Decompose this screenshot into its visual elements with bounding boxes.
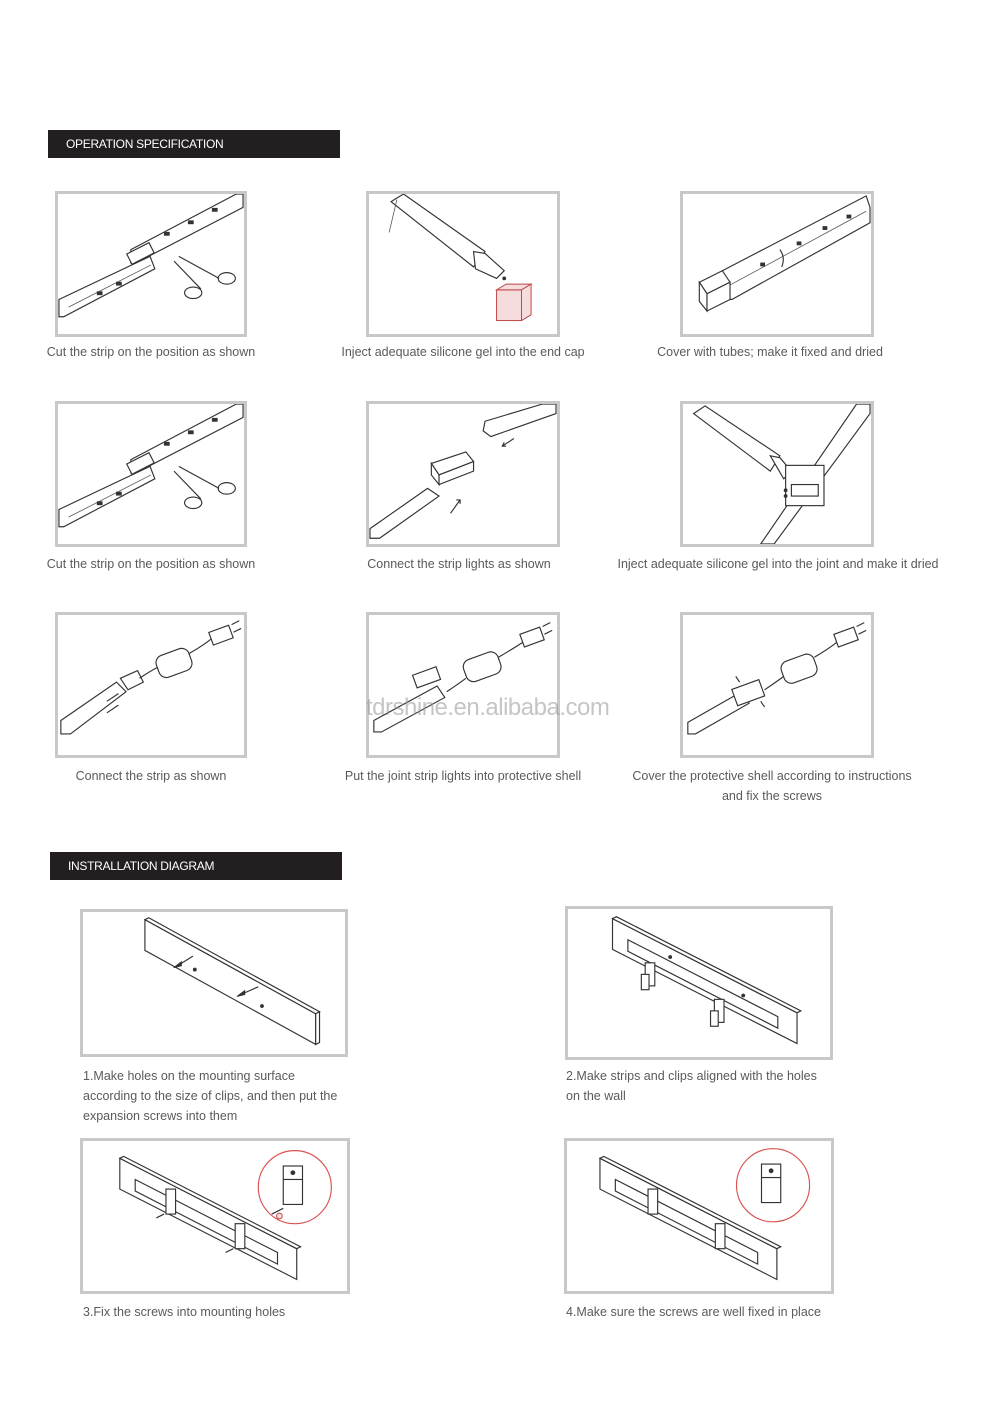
step-1-panel — [55, 191, 247, 337]
install-step-3-caption — [83, 1302, 373, 1322]
step-1-caption: Cut the strip on the position as shown — [46, 345, 256, 359]
step-3-panel — [680, 191, 874, 337]
protective-shell-illustration — [369, 615, 557, 755]
cut-strip-illustration — [58, 194, 244, 334]
inject-joint-illustration — [683, 404, 871, 544]
step-5-caption: Connect the strip lights as shown — [367, 557, 551, 571]
step-5-panel — [366, 401, 560, 547]
cover-tube-illustration — [683, 194, 871, 334]
install-step-4-caption — [566, 1302, 856, 1322]
install-step-2-caption — [566, 1066, 856, 1106]
align-strips-illustration — [568, 909, 830, 1057]
step-7-caption: Connect the strip as shown — [75, 769, 227, 783]
install-step-1-line-2: according to the size of clips, and then put the — [83, 1089, 338, 1103]
step-9-caption-line1: Cover the protective shell according to instructions — [632, 769, 912, 783]
watermark: tdrshine.en.alibaba.com — [366, 694, 610, 721]
install-step-2-line-1: 2.Make strips and clips aligned with the holes — [566, 1069, 817, 1083]
fix-screws-illustration — [683, 615, 871, 755]
install-step-2-line-2: on the wall — [566, 1089, 626, 1103]
install-step-1-line-1: 1.Make holes on the mounting surface — [83, 1069, 295, 1083]
connect-plug-illustration — [58, 615, 244, 755]
fix-screws-mounting-illustration — [83, 1141, 347, 1291]
install-step-3-panel — [80, 1138, 350, 1294]
install-step-3-line-1: 3.Fix the screws into mounting holes — [83, 1305, 286, 1319]
step-4-panel — [55, 401, 247, 547]
install-step-4-line-1: 4.Make sure the screws are well fixed in place — [566, 1305, 821, 1319]
step-8-panel — [366, 612, 560, 758]
inject-end-cap-illustration — [369, 194, 557, 334]
cut-strip-illustration-2 — [58, 404, 244, 544]
install-step-1-panel — [80, 909, 348, 1057]
install-step-2-panel — [565, 906, 833, 1060]
step-7-panel — [55, 612, 247, 758]
install-step-1-line-3: expansion screws into them — [83, 1109, 238, 1123]
step-9-caption-line2: and fix the screws — [721, 789, 823, 803]
install-step-1-caption — [83, 1066, 373, 1126]
step-6-caption: Inject adequate silicone gel into the joint and make it dried — [617, 557, 939, 571]
step-9-panel — [680, 612, 874, 758]
step-2-panel — [366, 191, 560, 337]
step-4-caption: Cut the strip on the position as shown — [46, 557, 256, 571]
screws-fixed-illustration — [567, 1141, 831, 1291]
step-2-caption: Inject adequate silicone gel into the end cap — [341, 345, 585, 359]
installation-section-header: INSTRALLATION DIAGRAM — [50, 852, 342, 880]
install-step-4-panel — [564, 1138, 834, 1294]
mounting-holes-illustration — [83, 912, 345, 1054]
operation-section-header: OPERATION SPECIFICATION — [48, 130, 340, 158]
step-6-panel — [680, 401, 874, 547]
step-3-caption: Cover with tubes; make it fixed and dried — [657, 345, 883, 359]
step-8-caption: Put the joint strip lights into protective shell — [344, 769, 582, 783]
connect-strip-illustration — [369, 404, 557, 544]
